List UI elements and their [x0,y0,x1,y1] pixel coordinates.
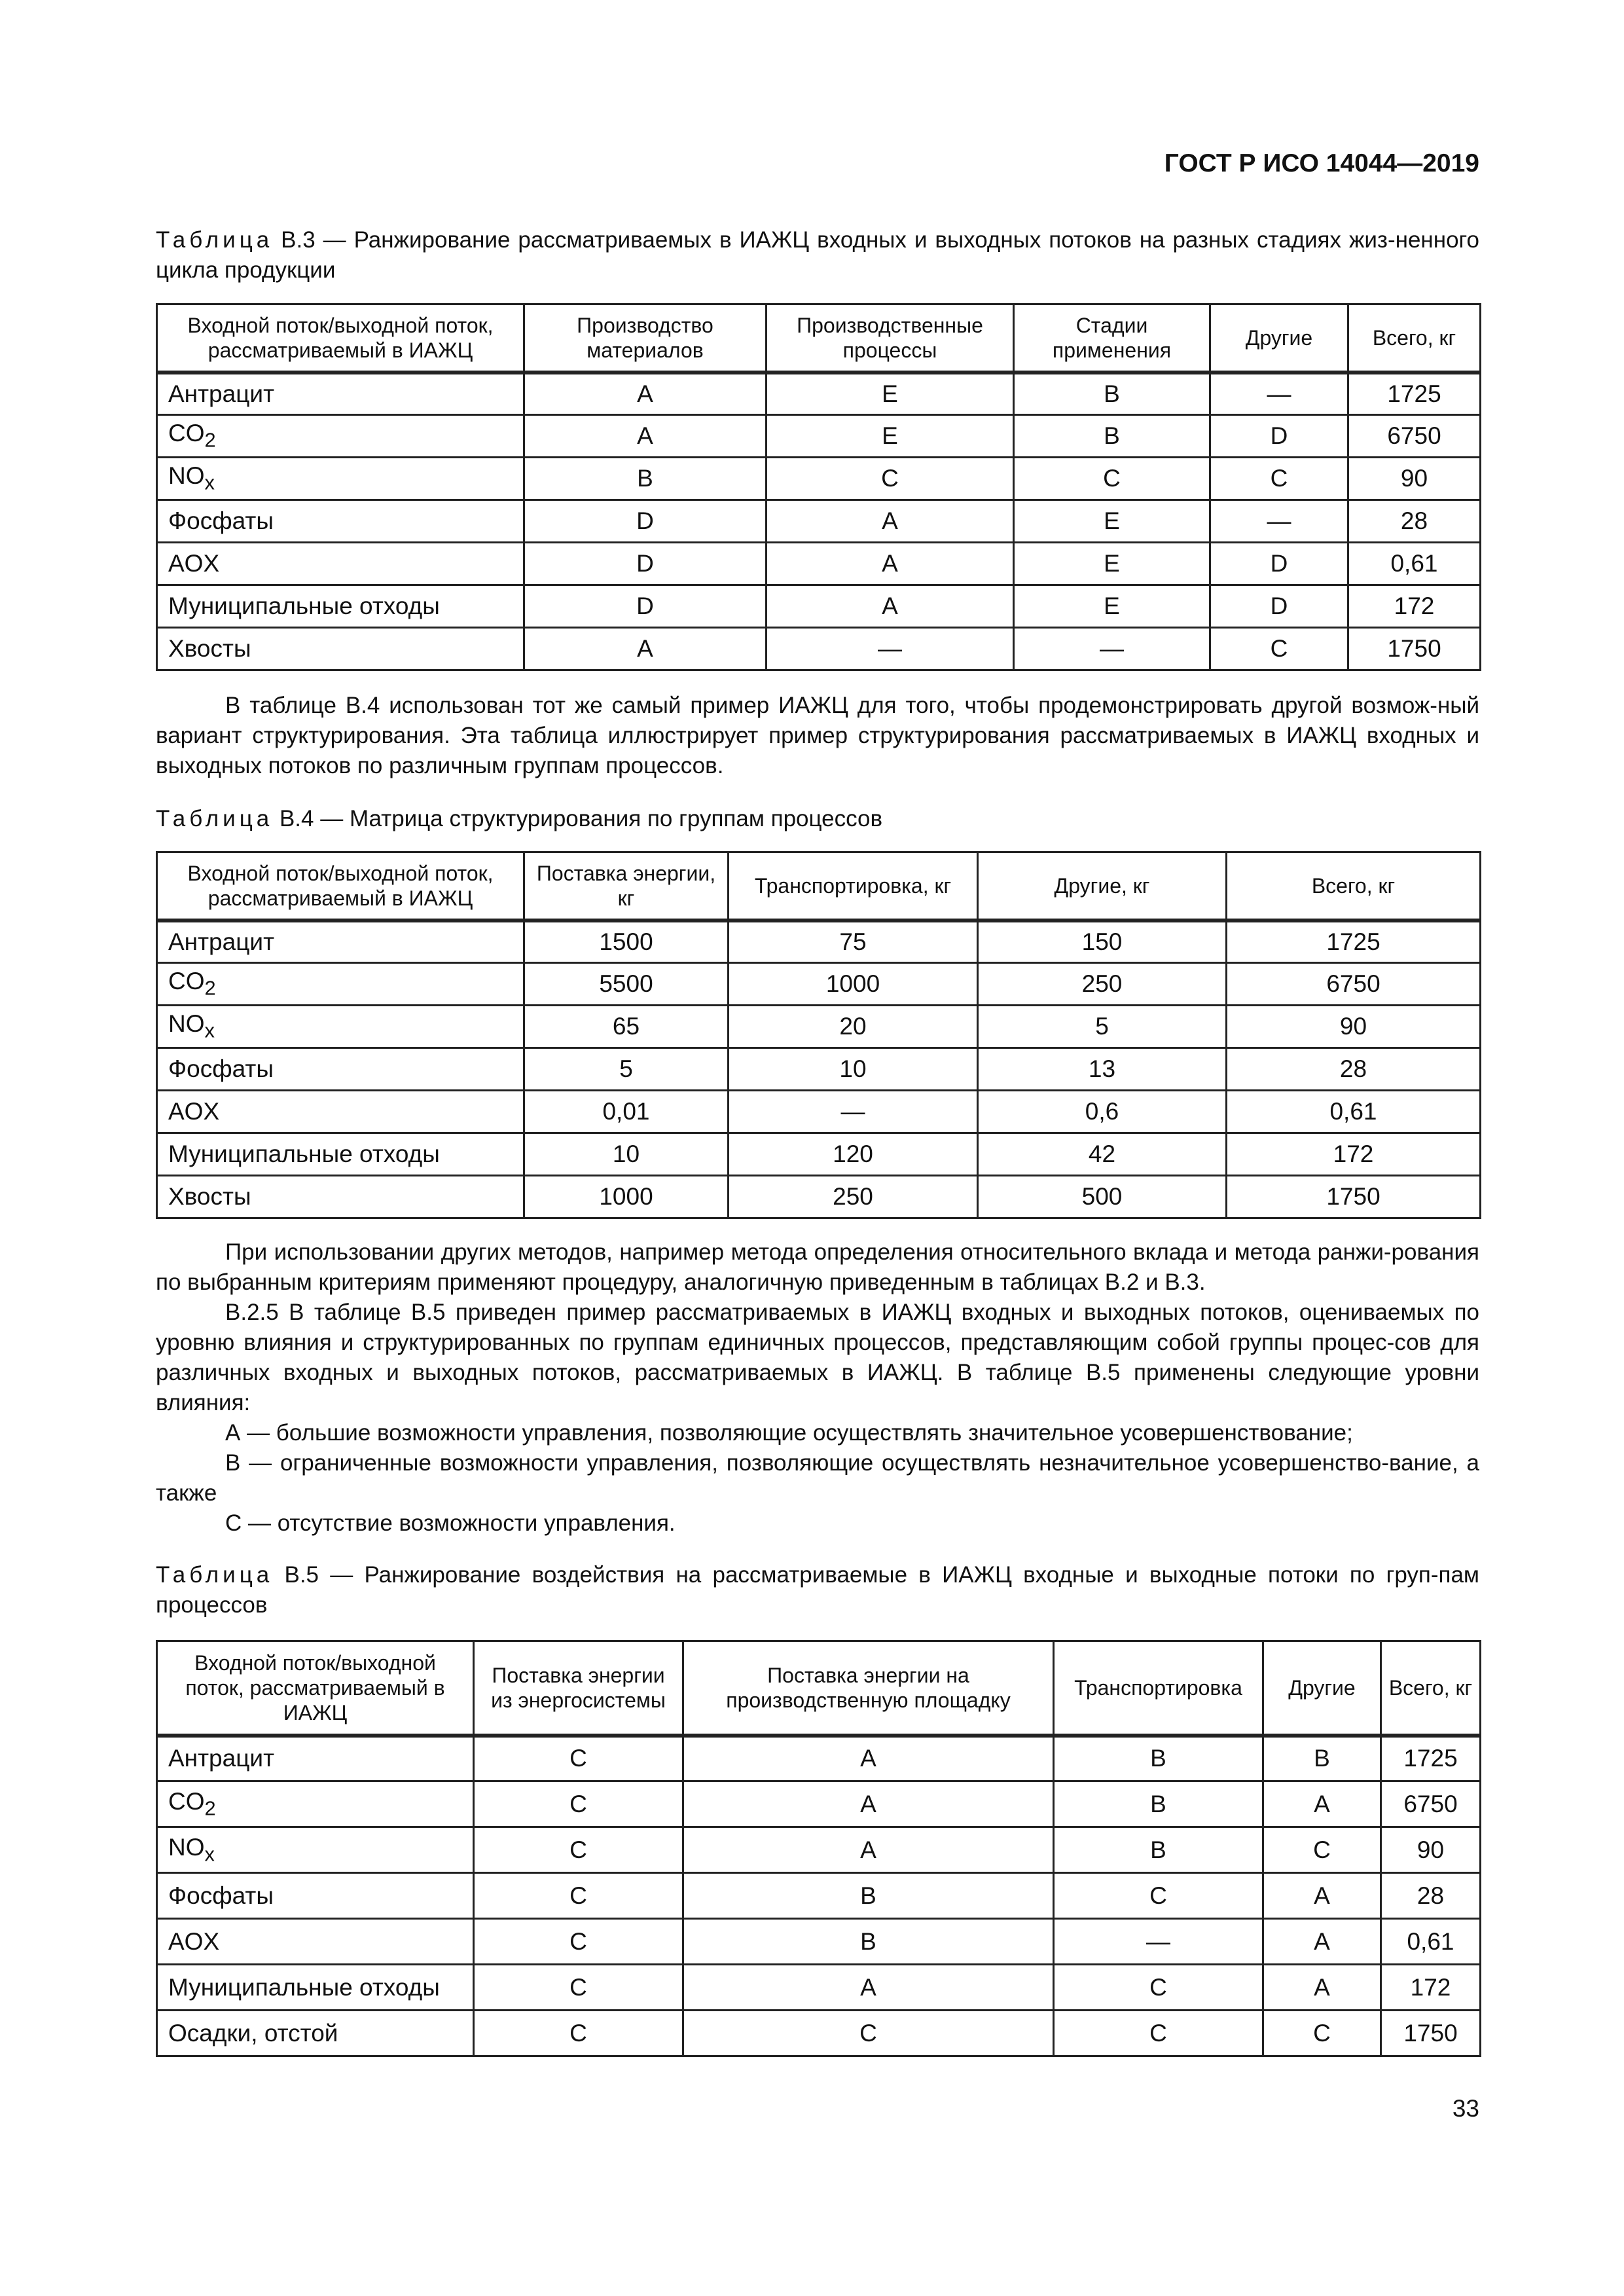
row-label [157,373,524,415]
table-cell: B [1263,1736,1381,1781]
table-cell: 75 [729,920,978,963]
table-cell: 10 [524,1133,729,1176]
table-cell: B [1014,373,1210,415]
table-b3-title: В.3 — Ранжирование рассматриваемых в ИАЖЦ входных и выходных потоков на разных стадиях жиз-ненного цикла продукции [156,227,1479,283]
table-cell: B [1014,415,1210,458]
column-header: Производственные процессы [767,304,1014,373]
table-row [157,920,1481,963]
row-label [157,1919,474,1965]
table-cell: D [524,585,767,628]
row-label [157,1781,474,1827]
page-number: 33 [1452,2095,1479,2122]
table-cell: A [767,500,1014,543]
table-cell: 6750 [1227,963,1481,1006]
chemical-subscript: x [204,1019,215,1042]
table-cell: A [1263,1873,1381,1919]
row-label [157,1091,524,1133]
table-b5-title: В.5 — Ранжирование воздействия на рассматриваемые в ИАЖЦ входные и выходные потоки по груп-пам процессов [156,1562,1479,1618]
table-cell: 0,01 [524,1091,729,1133]
row-label-text: Фосфаты [168,1882,274,1909]
row-label [157,1048,524,1091]
level-a-definition: А — большие возможности управления, позволяющие осуществлять значительное усовершенствование; [225,1420,1353,1446]
row-label-text: Антрацит [168,380,275,407]
table-cell: C [683,2011,1054,2056]
table-row [157,1006,1481,1048]
table-b4-label: Таблица [156,806,274,831]
table-cell: C [1210,628,1348,670]
table-cell: A [683,1781,1054,1827]
column-header: Всего, кг [1381,1641,1481,1736]
table-cell: C [1054,1965,1263,2011]
row-label [157,585,524,628]
table-cell: C [474,1873,683,1919]
table-cell: A [767,543,1014,585]
table-cell: 90 [1227,1006,1481,1048]
row-label-text: CO [168,420,205,447]
table-cell: — [1054,1919,1263,1965]
row-label-text: Хвосты [168,1183,251,1210]
row-label-text: Муниципальные отходы [168,1973,440,2001]
row-label-text: AOX [168,1927,220,1955]
table-b4-title: В.4 — Матрица структурирования по группам процессов [273,806,883,831]
table-cell: E [1014,500,1210,543]
level-b-definition: В — ограниченные возможности управления, позволяющие осуществлять незначительное усовершенство-вание, а также [156,1450,1479,1506]
table-cell: B [683,1873,1054,1919]
table-cell: B [683,1919,1054,1965]
row-label [157,1133,524,1176]
table-cell: D [1210,585,1348,628]
column-header: Стадии применения [1014,304,1210,373]
chemical-subscript: 2 [204,1796,216,1820]
table-cell: 65 [524,1006,729,1048]
column-header: Другие [1263,1641,1381,1736]
table-row [157,963,1481,1006]
column-header: Другие [1210,304,1348,373]
table-cell: 1750 [1381,2011,1481,2056]
table-header-row [157,304,1481,373]
row-label [157,963,524,1006]
table-cell: 13 [978,1048,1227,1091]
table-row [157,415,1481,458]
table-cell: — [1014,628,1210,670]
table-cell: E [1014,585,1210,628]
table-row [157,373,1481,415]
column-header: Входной поток/выходной поток, рассматриваемый в ИАЖЦ [157,1641,474,1736]
table-row [157,543,1481,585]
table-cell: C [474,1827,683,1873]
table-cell: 6750 [1381,1781,1481,1827]
row-label [157,415,524,458]
column-header: Транспортировка, кг [729,852,978,920]
table-cell: 1000 [729,963,978,1006]
table-b5-caption [156,1560,1479,1620]
table-cell: C [1014,458,1210,500]
row-label-text: Муниципальные отходы [168,1140,440,1167]
row-label-text: NO [168,1010,205,1038]
column-header: Входной поток/выходной поток, рассматриваемый в ИАЖЦ [157,852,524,920]
table-row [157,1048,1481,1091]
table-cell: 0,61 [1348,543,1481,585]
row-label [157,500,524,543]
table-row [157,585,1481,628]
table-b5 [156,1640,1481,2057]
table-row [157,458,1481,500]
row-label [157,458,524,500]
row-label-text: Антрацит [168,928,275,955]
row-label [157,1965,474,2011]
table-cell: 28 [1381,1873,1481,1919]
table-cell: D [1210,543,1348,585]
row-label-text: Антрацит [168,1745,275,1772]
table-cell: A [1263,1919,1381,1965]
table-b3 [156,303,1481,671]
table-cell: 1500 [524,920,729,963]
chemical-subscript: 2 [204,428,216,452]
column-header: Поставка энергии, кг [524,852,729,920]
table-cell: — [729,1091,978,1133]
table-cell: — [1210,500,1348,543]
table-cell: 1725 [1227,920,1481,963]
column-header: Поставка энергии на производственную площадку [683,1641,1054,1736]
table-cell: B [524,458,767,500]
table-cell: B [1054,1736,1263,1781]
table-cell: D [524,543,767,585]
table-cell: C [474,1965,683,2011]
paragraph-text: В таблице В.4 использован тот же самый пример ИАЖЦ для того, чтобы продемонстрировать другой возмож-ный вариант структурирования. Эта таблица иллюстрирует пример структурирования рассматриваемых в ИАЖЦ входных и выходных потоков по различным группам процессов. [156,693,1479,778]
table-header-row [157,852,1481,920]
table-cell: E [1014,543,1210,585]
table-b4 [156,851,1481,1219]
table-cell: 42 [978,1133,1227,1176]
row-label [157,2011,474,2056]
row-label [157,1176,524,1218]
table-cell: C [474,1781,683,1827]
table-cell: A [524,628,767,670]
table-cell: 250 [729,1176,978,1218]
row-label-text: Фосфаты [168,1055,274,1082]
table-cell: B [1054,1781,1263,1827]
row-label [157,1006,524,1048]
row-label-text: Хвосты [168,635,251,662]
table-cell: 150 [978,920,1227,963]
table-cell: 28 [1348,500,1481,543]
column-header: Всего, кг [1348,304,1481,373]
table-cell: 1000 [524,1176,729,1218]
section-b25-text [156,1237,1479,1539]
row-label [157,1736,474,1781]
row-label-text: CO [168,968,205,995]
table-row [157,1781,1481,1827]
table-cell: C [1263,2011,1381,2056]
table-row [157,2011,1481,2056]
table-cell: E [767,373,1014,415]
standard-designation: ГОСТ Р ИСО 14044—2019 [1164,149,1479,177]
table-cell: C [474,2011,683,2056]
table-cell: 6750 [1348,415,1481,458]
table-cell: C [767,458,1014,500]
table-cell: 5 [978,1006,1227,1048]
row-label [157,1873,474,1919]
table-cell: E [767,415,1014,458]
table-row [157,500,1481,543]
row-label-text: Муниципальные отходы [168,592,440,619]
table-cell: 172 [1381,1965,1481,2011]
table-cell: C [1054,1873,1263,1919]
table-cell: — [767,628,1014,670]
table-cell: 172 [1348,585,1481,628]
table-header-row [157,1641,1481,1736]
table-cell: 1725 [1348,373,1481,415]
row-label [157,628,524,670]
column-header: Поставка энергии из энергосистемы [474,1641,683,1736]
table-cell: A [767,585,1014,628]
table-row [157,1919,1481,1965]
table-cell: A [524,415,767,458]
table-b4-caption [156,804,1479,834]
row-label [157,1827,474,1873]
table-cell: C [1054,2011,1263,2056]
table-b3-label: Таблица [156,227,274,253]
table-row [157,1827,1481,1873]
table-cell: C [474,1736,683,1781]
chemical-subscript: x [204,471,215,494]
column-header: Другие, кг [978,852,1227,920]
table-row [157,1736,1481,1781]
table-cell: A [683,1736,1054,1781]
table-cell: C [1210,458,1348,500]
table-cell: 0,61 [1381,1919,1481,1965]
table-cell: 500 [978,1176,1227,1218]
level-c-definition: С — отсутствие возможности управления. [225,1510,676,1536]
row-label-text: AOX [168,1098,220,1125]
table-cell: 1750 [1348,628,1481,670]
paragraph-text: При использовании других методов, например метода определения относительного вклада и метода ранжи-рования по выбранным критериям применяют процедуру, аналогичную приведенным в таблицах В.2 и В.3. [156,1239,1479,1295]
table-cell: 250 [978,963,1227,1006]
table-row [157,1965,1481,2011]
table-cell: 0,61 [1227,1091,1481,1133]
paragraph-b4-intro [156,691,1479,781]
row-label [157,543,524,585]
table-cell: 10 [729,1048,978,1091]
table-cell: D [1210,415,1348,458]
paragraph-text: В.2.5 В таблице В.5 приведен пример рассматриваемых в ИАЖЦ входных и выходных потоков, оцениваемых по уровню влияния и структурированных по группам единичных процессов, представляющим собой группы процес-сов для различных входных и выходных потоков, рассматриваемых в ИАЖЦ. В таблице В.5 применены следующие уровни влияния: [156,1300,1479,1415]
table-cell: B [1054,1827,1263,1873]
row-label-text: NO [168,1833,205,1861]
table-row [157,1091,1481,1133]
table-cell: D [524,500,767,543]
row-label-text: Фосфаты [168,507,274,534]
table-cell: A [524,373,767,415]
chemical-subscript: 2 [204,976,216,1000]
table-b3-caption [156,225,1479,285]
table-cell: A [683,1965,1054,2011]
table-cell: C [474,1919,683,1965]
table-cell: 90 [1348,458,1481,500]
table-cell: 5 [524,1048,729,1091]
table-cell: 172 [1227,1133,1481,1176]
table-b5-label: Таблица [156,1562,274,1588]
row-label-text: CO [168,1787,205,1815]
table-cell: A [1263,1965,1381,2011]
table-cell: 1725 [1381,1736,1481,1781]
table-row [157,1176,1481,1218]
column-header: Входной поток/выходной поток, рассматриваемый в ИАЖЦ [157,304,524,373]
table-cell: 5500 [524,963,729,1006]
row-label-text: Осадки, отстой [168,2019,338,2047]
table-cell: 1750 [1227,1176,1481,1218]
table-cell: 90 [1381,1827,1481,1873]
column-header: Производство материалов [524,304,767,373]
table-cell: — [1210,373,1348,415]
row-label [157,920,524,963]
table-cell: 28 [1227,1048,1481,1091]
table-row [157,1873,1481,1919]
table-cell: A [1263,1781,1381,1827]
table-cell: 120 [729,1133,978,1176]
row-label-text: NO [168,462,205,490]
table-cell: C [1263,1827,1381,1873]
table-row [157,1133,1481,1176]
column-header: Всего, кг [1227,852,1481,920]
table-row [157,628,1481,670]
chemical-subscript: x [204,1842,215,1866]
table-cell: 0,6 [978,1091,1227,1133]
table-cell: 20 [729,1006,978,1048]
row-label-text: AOX [168,550,220,577]
column-header: Транспортировка [1054,1641,1263,1736]
table-cell: A [683,1827,1054,1873]
